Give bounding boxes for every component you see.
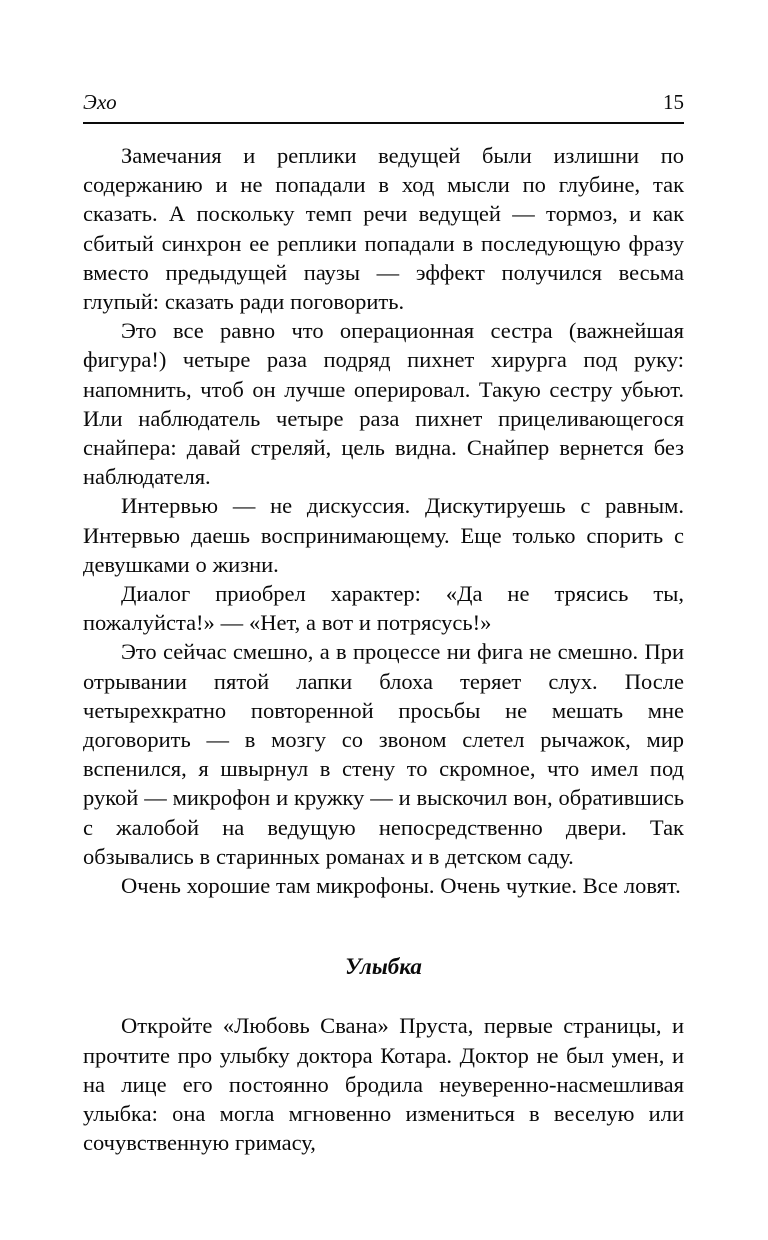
paragraph: Очень хорошие там микрофоны. Очень чуткие. Все ловят. bbox=[121, 873, 681, 899]
section-heading: Улыбка bbox=[345, 954, 422, 980]
paragraph: Диалог приобрел характер: «Да не трясись ты, пожалуйста!» — «Нет, а вот и потрясусь!» bbox=[83, 581, 684, 636]
running-head-title: Эхо bbox=[83, 90, 117, 114]
paragraph: Это все равно что операционная сестра (важнейшая фигура!) четыре раза подряд пихнет хирурга под руку: напомнить, чтоб он лучше оперировал. Такую сестру убьют. Или наблюдатель четыре раза пихнет прицеливающегося снайпера: давай стреляй, цель видна. Снайпер вернется без наблюдателя. bbox=[83, 318, 684, 490]
page-number: 15 bbox=[663, 90, 684, 114]
header-rule bbox=[83, 122, 684, 124]
body-text-block bbox=[83, 141, 684, 1158]
running-head bbox=[83, 92, 684, 113]
paragraph: Интервью — не дискуссия. Дискутируешь с равным. Интервью даешь воспринимающему. Еще только спорить с девушками о жизни. bbox=[83, 493, 684, 577]
paragraph: Замечания и реплики ведущей были излишни по содержанию и не попадали в ход мысли по глубине, так сказать. А поскольку темп речи ведущей — тормоз, и как сбитый синхрон ее реплики попадали в последующую фразу вместо предыдущей паузы — эффект получился весьма глупый: сказать ради поговорить. bbox=[83, 143, 684, 315]
paragraph: Откройте «Любовь Свана» Пруста, первые страницы, и прочтите про улыбку доктора Котара. Доктор не был умен, и на лице его постоянно бродила неуверенно-насмешливая улыбка: она могла мгновенно измениться в веселую или сочувственную гримасу, bbox=[83, 1013, 684, 1156]
paragraph: Это сейчас смешно, а в процессе ни фига не смешно. При отрывании пятой лапки блоха теряет слух. После четырехкратно повторенной просьбы не мешать мне договорить — в мозгу со звоном слетел рычажок, мир вспенился, я швырнул в стену то скромное, что имел под рукой — микрофон и кружку — и выскочил вон, обратившись с жалобой на ведущую непосредственно двери. Так обзывались в старинных романах и в детском саду. bbox=[83, 639, 684, 869]
